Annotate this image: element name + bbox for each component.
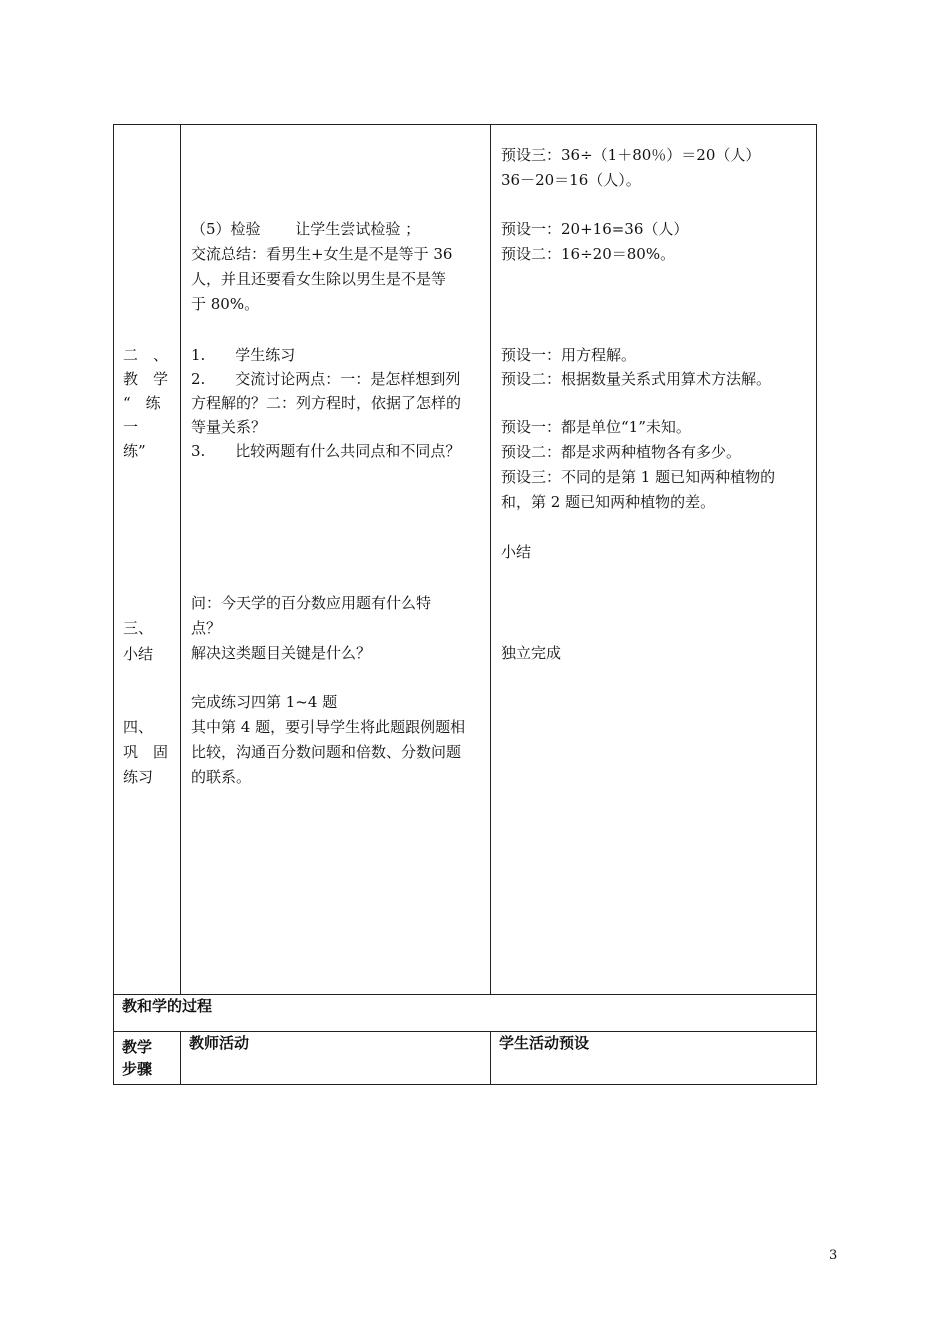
step-three-label-line: 三、	[123, 619, 154, 637]
student-text-line: 预设二：都是求两种植物各有多少。	[501, 443, 742, 461]
steps-column-cell	[114, 125, 181, 995]
step-two-label-line: 二 、	[123, 346, 169, 364]
teacher-text-line: 等量关系？	[191, 418, 267, 436]
teacher-text-line: （5）检验 让学生尝试检验 ；	[191, 220, 421, 238]
column-header-row	[114, 1032, 817, 1085]
teacher-text-line: 问：今天学的百分数应用题有什么特	[191, 594, 432, 612]
process-heading: 教和学的过程	[114, 995, 817, 1032]
steps-header	[114, 1032, 181, 1085]
student-text-line: 预设一：用方程解。	[501, 346, 637, 364]
content-row	[114, 125, 817, 995]
student-text-line: 预设一：20+16=36（人）	[501, 220, 689, 238]
step-four-label-line: 练习	[123, 768, 154, 786]
student-text-line: 和，第 2 题已知两种植物的差。	[501, 493, 716, 511]
teacher-text-line: 解决这类题目关键是什么？	[191, 644, 372, 662]
student-text-line: 预设二：16÷20＝80%。	[501, 245, 676, 263]
step-two-label-line: 练”	[123, 442, 146, 460]
teacher-text-line: 的联系。	[191, 768, 252, 786]
teacher-text-line: 方程解的？二：列方程时，依据了怎样的	[191, 394, 462, 412]
teacher-text-line: 交流总结：看男生+女生是不是等于 36	[191, 245, 453, 263]
student-text-line: 36－20＝16（人）。	[501, 171, 641, 189]
lesson-plan-table	[113, 124, 817, 1085]
teacher-text-line: 比较，沟通百分数问题和倍数、分数问题	[191, 743, 462, 761]
step-three-label-line: 小结	[123, 645, 154, 663]
steps-header-line: 教学	[122, 1038, 153, 1056]
step-two-label-line: 教 学	[123, 370, 169, 388]
teacher-text-line: 3. 比较两题有什么共同点和不同点？	[191, 442, 461, 460]
teacher-text-line: 其中第 4 题，要引导学生将此题跟例题相	[191, 718, 466, 736]
teacher-text-line: 完成练习四第 1~4 题	[191, 693, 338, 711]
student-activity-cell	[491, 125, 817, 995]
step-two-label-line: “ 练	[123, 394, 161, 412]
teacher-text-line: 人，并且还要看女生除以男生是不是等	[191, 270, 447, 288]
student-text-line: 小结	[501, 543, 532, 561]
student-activity-header: 学生活动预设	[491, 1032, 817, 1085]
process-header-row	[114, 995, 817, 1032]
teacher-text-line: 2. 交流讨论两点：一：是怎样想到列	[191, 370, 461, 388]
teacher-text-line: 1. 学生练习	[191, 346, 296, 364]
page-number: 3	[829, 1248, 838, 1263]
teacher-text-line: 点？	[191, 619, 222, 637]
step-four-label-line: 四、	[123, 718, 154, 736]
student-text-line: 预设一：都是单位“1”未知。	[501, 418, 691, 436]
student-text-line: 预设三：36÷（1＋80％）＝20（人）	[501, 146, 761, 164]
steps-header-line: 步骤	[122, 1060, 153, 1078]
teacher-activity-cell	[181, 125, 491, 995]
student-text-line: 预设三：不同的是第 1 题已知两种植物的	[501, 468, 776, 486]
teacher-text-line: 于 80%。	[191, 295, 260, 313]
step-two-label-line: 一	[123, 418, 139, 436]
teacher-activity-header: 教师活动	[181, 1032, 491, 1085]
student-text-line: 独立完成	[501, 644, 562, 662]
step-four-label-line: 巩 固	[123, 743, 169, 761]
student-text-line: 预设二：根据数量关系式用算术方法解。	[501, 370, 772, 388]
